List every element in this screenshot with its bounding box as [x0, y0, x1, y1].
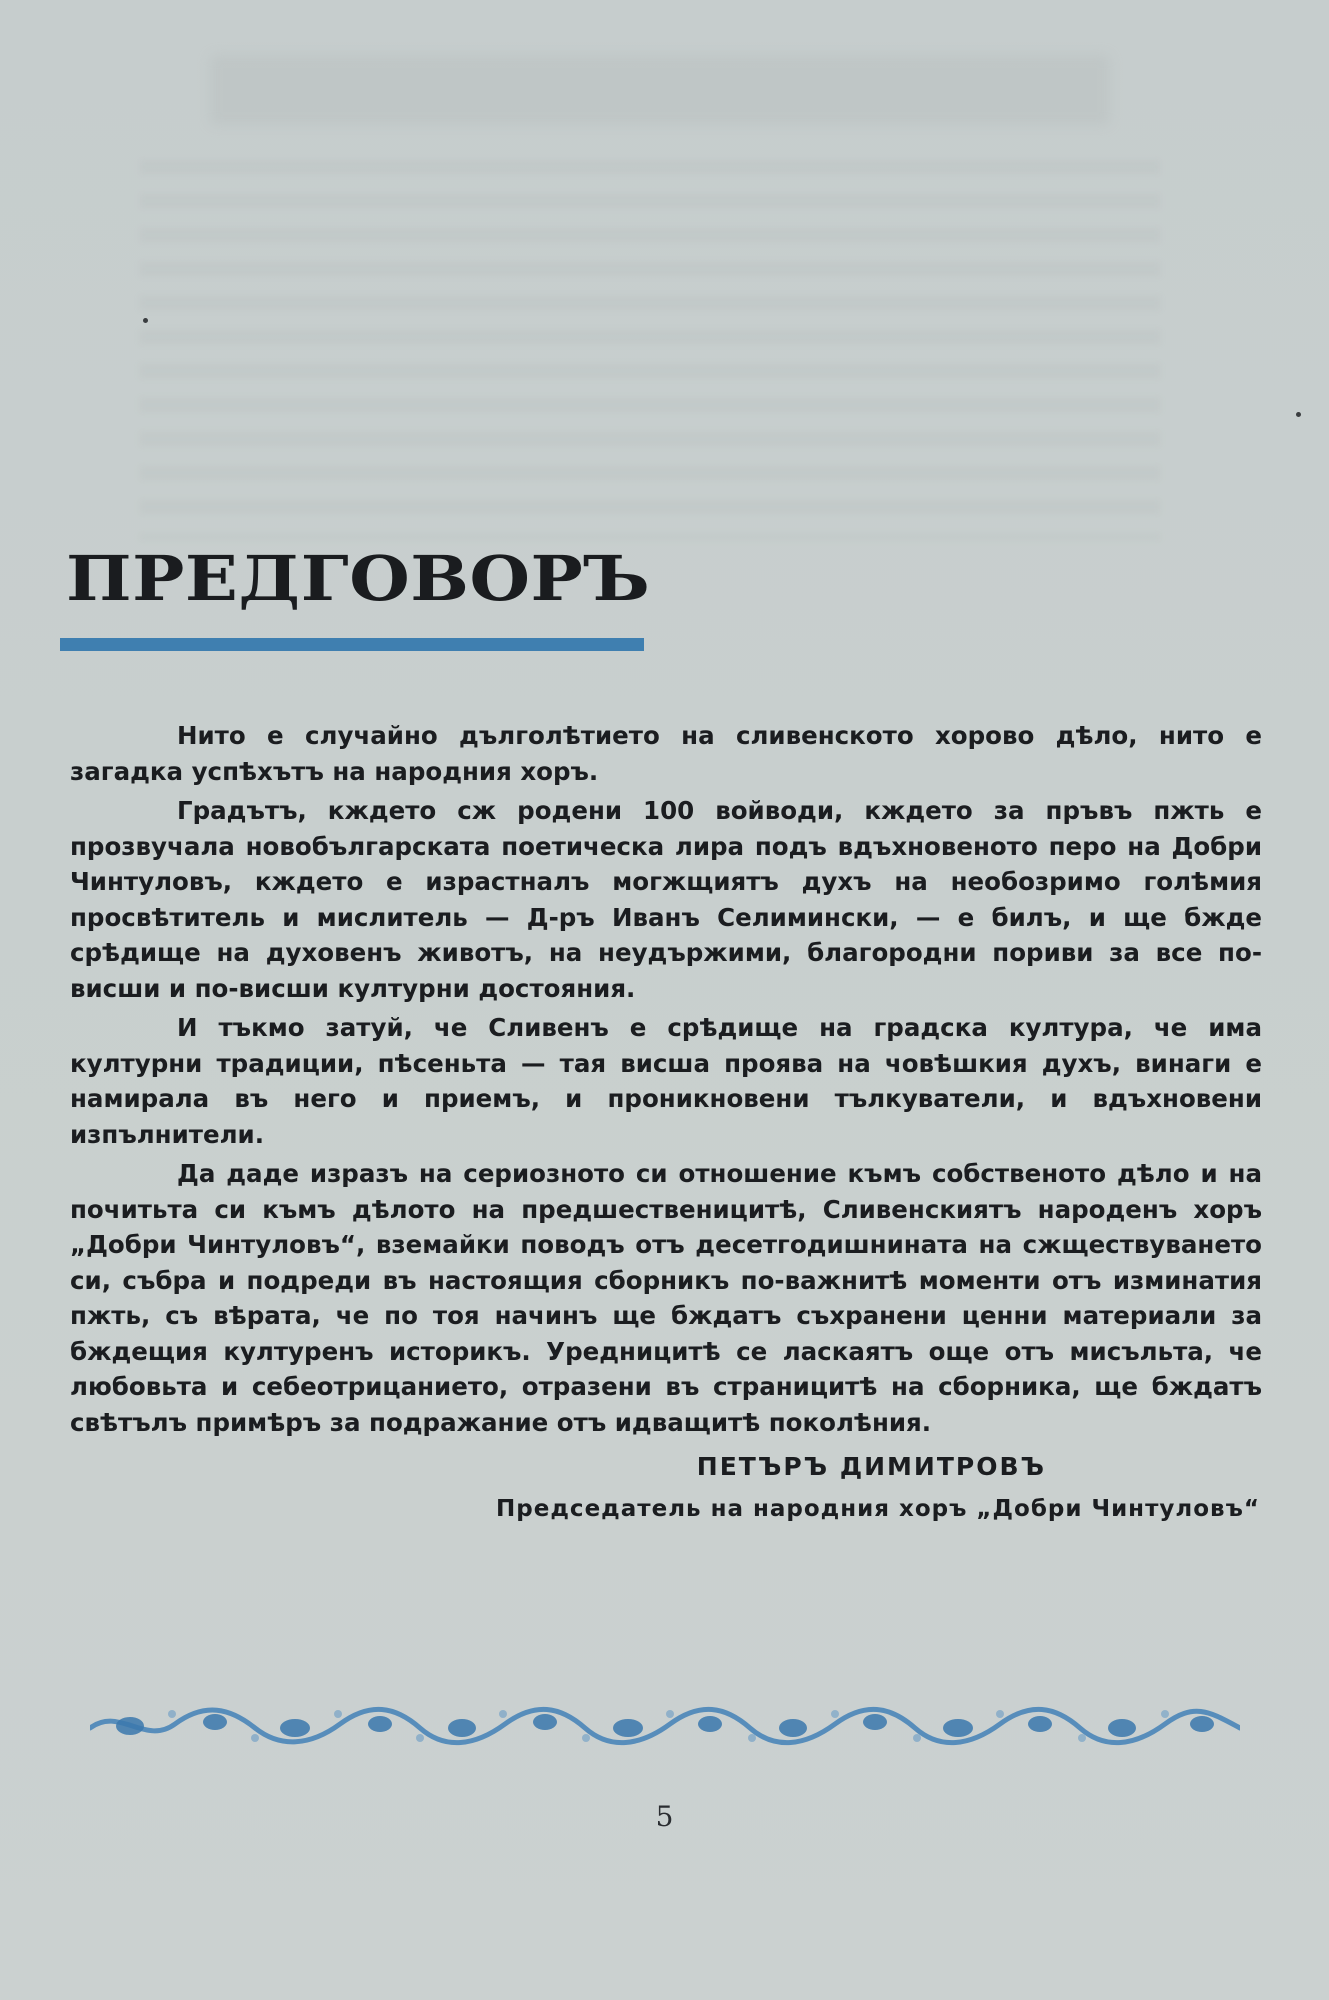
paragraph: И тъкмо затуй, че Сливенъ е срѣдище на градска култура, че има културни традиции, пѣсеньта — тая висша проява на човѣшкия духъ, винаги е намирала въ него и приемъ, и проникновени тълкуватели, и вдъхновени изпълнители. — [70, 1013, 1262, 1149]
signatory-role: Председатель на народния хоръ „Добри Чинтуловъ“ — [496, 1496, 1260, 1522]
page-title: ПРЕДГОВОРЪ — [66, 542, 651, 615]
bleed-through-shadow — [210, 55, 1110, 125]
title-underline — [60, 638, 644, 651]
preface-body — [70, 718, 1262, 1444]
signatory-name: ПЕТЪРЪ ДИМИТРОВЪ — [696, 1452, 1046, 1481]
signature-block — [0, 1449, 1260, 1525]
paragraph: Градътъ, кждето сж родени 100 войводи, кждето за пръвъ пжть е прозвучала новобългарската поетическа лира подъ вдъхновеното перо на Добри Чинтуловъ, кждето е израстналъ могжщиятъ духъ на необозримо голѣмия просвѣтитель и мислитель — Д-ръ Иванъ Селимински, — е билъ, и ще бжде срѣдище на духовенъ животъ, на неудържими, благородни пориви за все по-висши и по-висши културни достояния. — [70, 796, 1262, 1003]
decorative-border-ornament — [90, 1702, 1240, 1748]
bleed-through-text-shadow — [140, 160, 1160, 540]
paragraph: Нито е случайно дълголѣтието на сливенското хорово дѣло, нито е загадка успѣхътъ на народния хоръ. — [70, 721, 1262, 786]
paragraph: Да даде изразъ на сериозното си отношение къмъ собственото дѣло и на почитьта си къмъ дѣлото на предшественицитѣ, Сливенскиятъ народенъ хоръ „Добри Чинтуловъ“, вземайки поводъ отъ десетгодишнината на сжществуването си, събра и подреди въ настоящия сборникъ по-важнитѣ моменти отъ изминатия пжть, съ вѣрата, че по тоя начинъ ще бждатъ съхранени ценни материали за бждещия културенъ историкъ. Уредницитѣ се ласкаятъ още отъ мисъльта, че любовьта и себеотрицанието, отразени въ страницитѣ на сборника, ще бждатъ свѣтълъ примѣръ за подражание отъ идващитѣ поколѣния. — [70, 1159, 1262, 1437]
paper-speck — [143, 318, 148, 323]
page-number: 5 — [655, 1800, 674, 1833]
paper-speck — [1296, 412, 1301, 417]
